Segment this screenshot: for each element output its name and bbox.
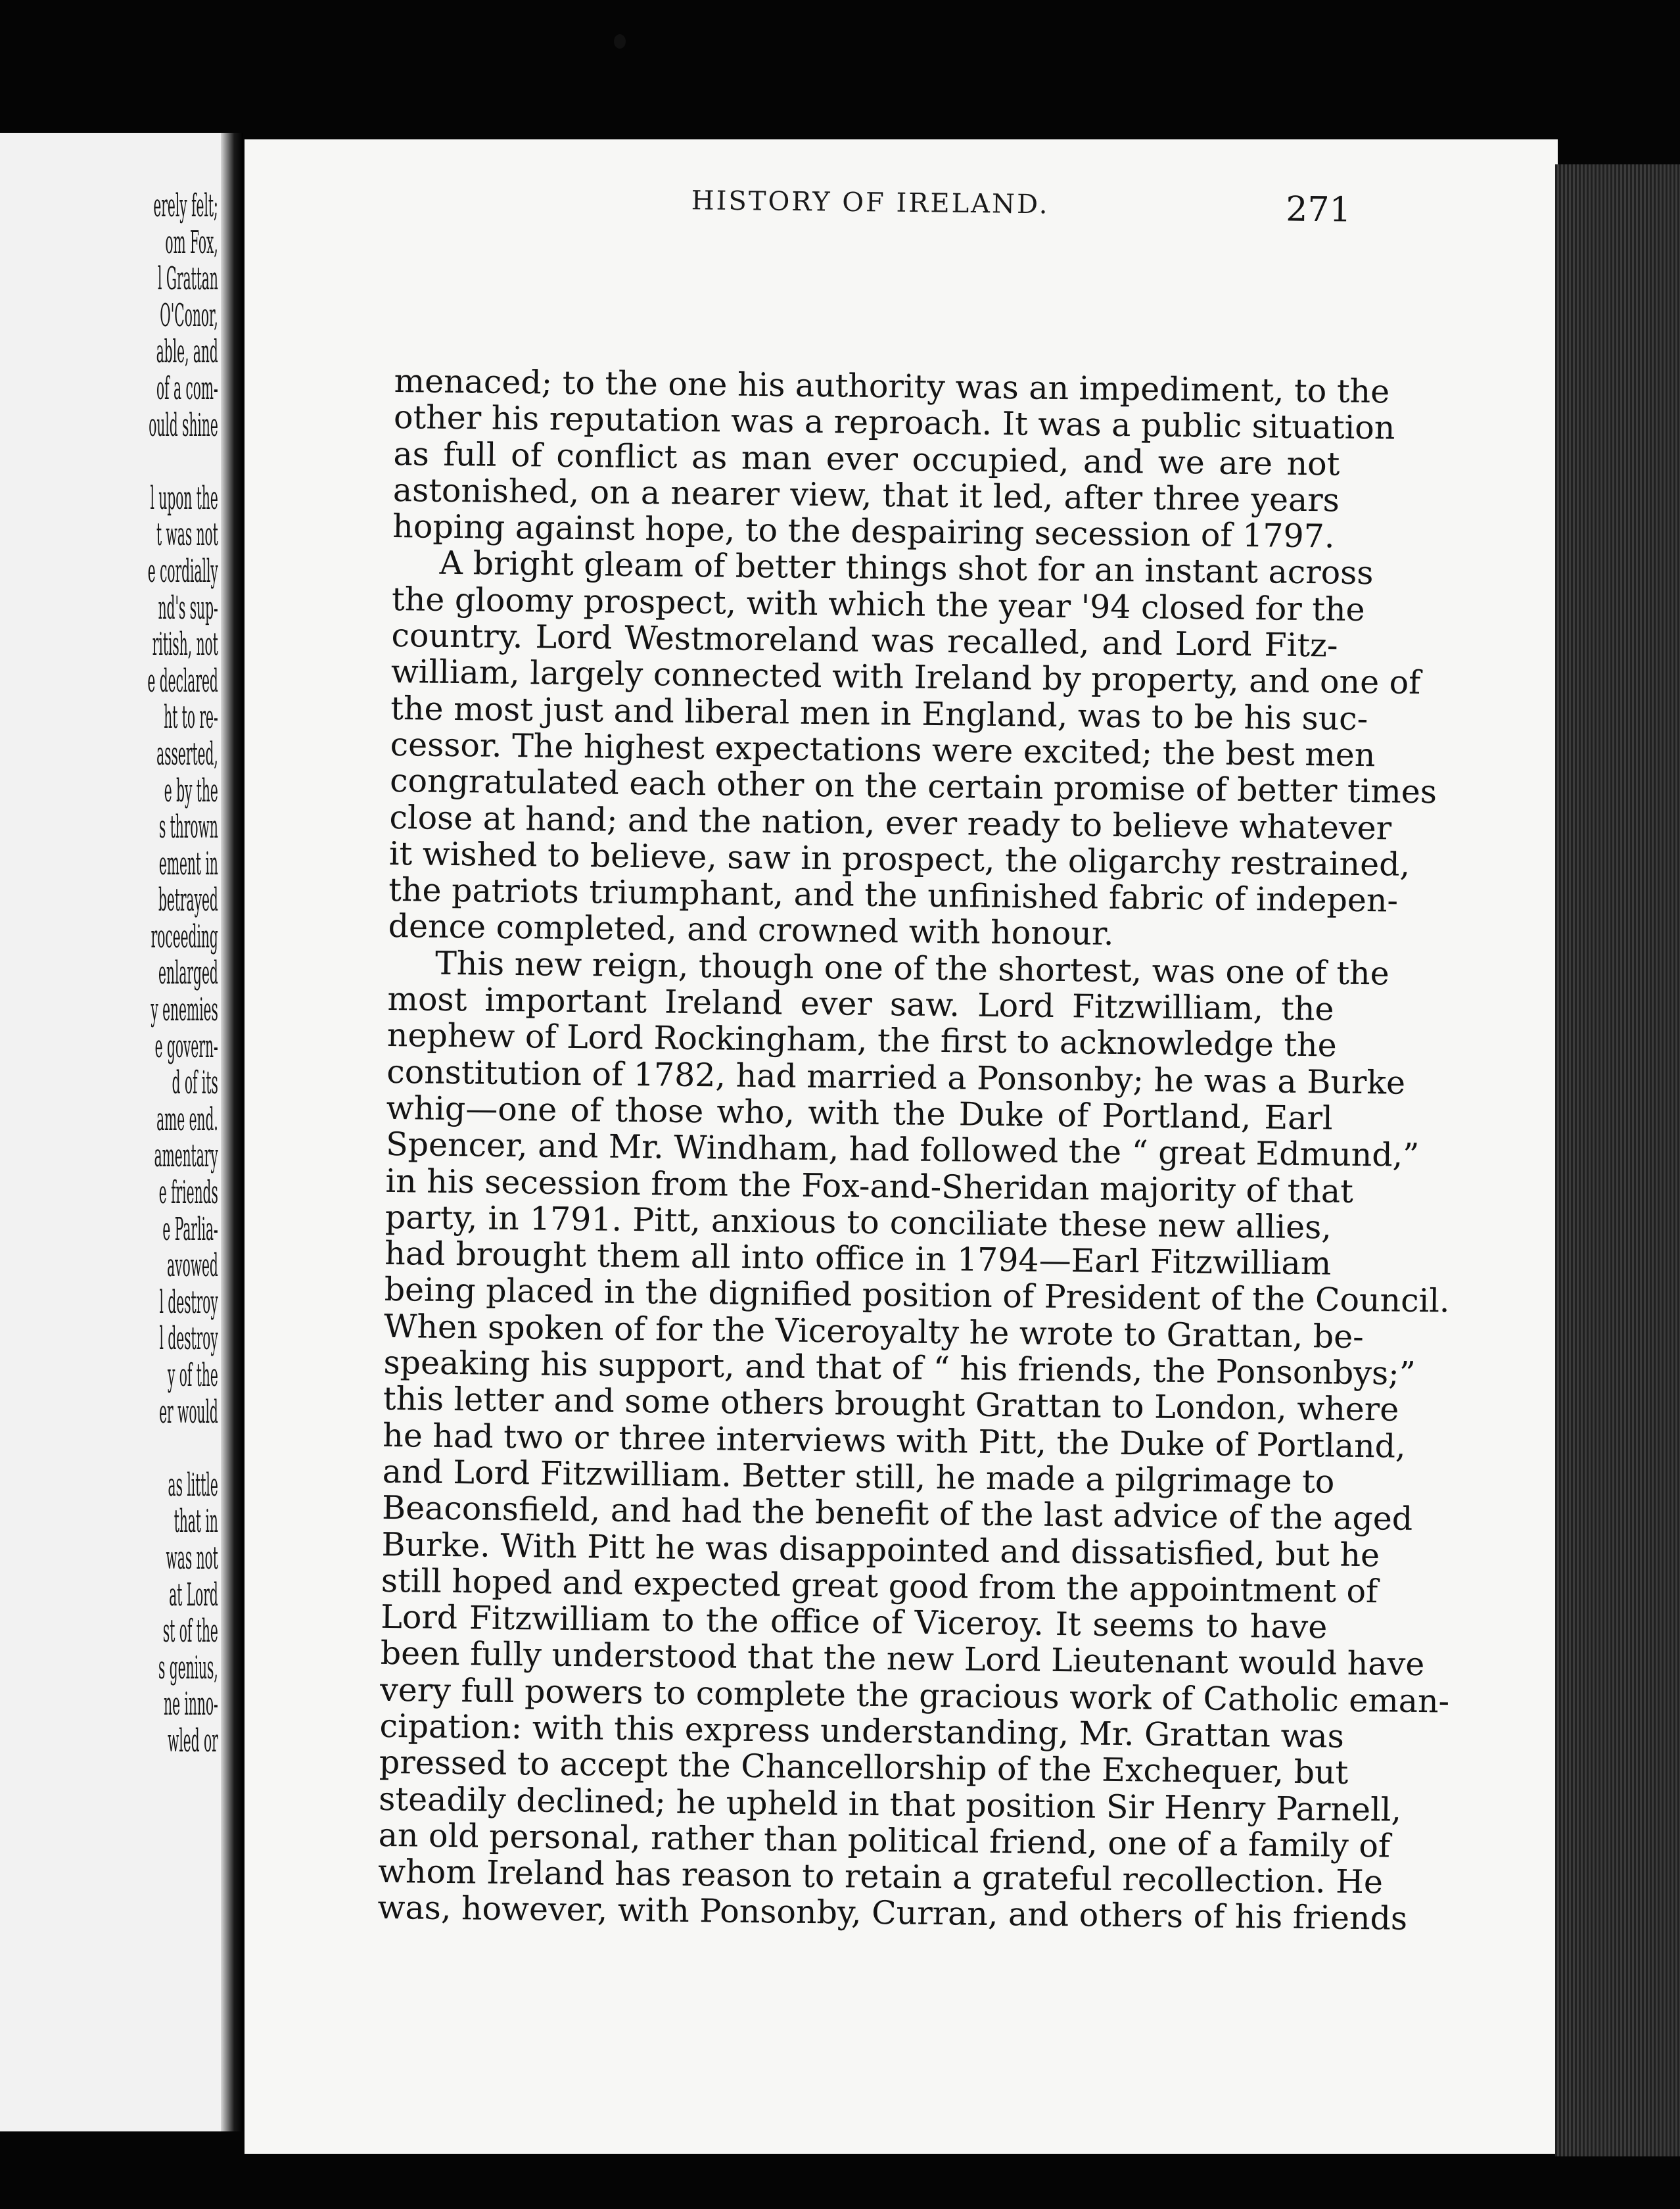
text-line: Burke. With Pitt he was disappointed and dissatisfied, but he bbox=[381, 1525, 1380, 1574]
left-page-line: enlarged bbox=[158, 955, 218, 992]
left-page-line bbox=[0, 1431, 218, 1467]
left-page-line: was not bbox=[166, 1539, 218, 1577]
left-page-line: ould shine bbox=[149, 406, 218, 444]
text-line: pressed to accept the Chancellorship of the Exchequer, but bbox=[379, 1744, 1349, 1792]
text-line: speaking his support, and that of “ his friends, the Ponsonbys;” bbox=[383, 1343, 1416, 1392]
left-page-line: amentary bbox=[154, 1137, 218, 1175]
text-line: country. Lord Westmoreland was recalled, and Lord Fitz- bbox=[391, 617, 1338, 665]
text-line: most important Ireland ever saw. Lord Fitzwilliam, the bbox=[387, 980, 1334, 1028]
text-line: it wished to believe, saw in prospect, the oligarchy restrained, bbox=[388, 834, 1411, 884]
left-page-line: t was not bbox=[156, 516, 218, 554]
text-line: Spencer, and Mr. Windham, had followed the “ great Edmund,” bbox=[385, 1126, 1420, 1175]
body-text bbox=[377, 362, 1450, 1938]
text-line: Lord Fitzwilliam to the office of Viceroy. It seems to have bbox=[381, 1598, 1328, 1646]
left-page-line: s thrown bbox=[158, 809, 218, 846]
text-line: was, however, with Ponsonby, Curran, and others of his friends bbox=[377, 1889, 1408, 1938]
left-page-line: O'Conor, bbox=[160, 297, 218, 334]
text-line: whig—one of those who, with the Duke of Portland, Earl bbox=[386, 1089, 1333, 1137]
page-number: 271 bbox=[1286, 189, 1351, 230]
left-page-line: d of its bbox=[172, 1064, 218, 1102]
text-line: congratulated each other on the certain promise of better times bbox=[389, 762, 1437, 811]
left-page-line: ht to re- bbox=[164, 699, 218, 736]
left-page-line: om Fox, bbox=[165, 224, 218, 261]
left-page-line: e cordially bbox=[147, 552, 218, 590]
left-page-line: wled or bbox=[168, 1722, 218, 1759]
text-line: dence completed, and crowned with honour. bbox=[388, 907, 1114, 953]
left-page-line: l destroy bbox=[159, 1320, 218, 1358]
text-line: steadily declined; he upheld in that position Sir Henry Parnell, bbox=[379, 1780, 1402, 1829]
text-line: being placed in the dignified position of President of the Council. bbox=[384, 1271, 1450, 1320]
left-page-line: l Grattan bbox=[157, 260, 218, 298]
text-line: been fully understood that the new Lord Lieutenant would have bbox=[380, 1634, 1425, 1684]
text-line: an old personal, rather than political friend, one of a family of bbox=[378, 1816, 1391, 1865]
left-page-line: s genius, bbox=[158, 1649, 218, 1686]
left-page-line: y enemies bbox=[151, 991, 218, 1029]
left-page-line: asserted, bbox=[156, 735, 218, 772]
text-line: Beaconsfield, and had the benefit of the last advice of the aged bbox=[381, 1489, 1413, 1538]
left-page-line: e govern- bbox=[154, 1028, 218, 1065]
text-line: A bright gleam of better things shot for an instant across bbox=[439, 544, 1374, 592]
left-page-line: e Parlia- bbox=[162, 1210, 218, 1248]
text-line: very full powers to complete the gracious work of Catholic eman- bbox=[379, 1671, 1450, 1721]
left-page-line: st of the bbox=[162, 1613, 218, 1650]
text-line: astonished, on a nearer view, that it led, after three years bbox=[392, 471, 1340, 519]
text-line: william, largely connected with Ireland by property, and one of bbox=[390, 653, 1421, 702]
left-page-line: er would bbox=[159, 1393, 218, 1431]
text-line: nephew of Lord Rockingham, the first to acknowledge the bbox=[386, 1016, 1337, 1064]
text-line: and Lord Fitzwilliam. Better still, he made a pilgrimage to bbox=[382, 1452, 1335, 1501]
running-title: HISTORY OF IRELAND. bbox=[691, 185, 1050, 220]
left-page-line: l upon the bbox=[150, 479, 218, 517]
left-page-line: of a com- bbox=[156, 369, 218, 407]
text-line: still hoped and expected great good from the appointment of bbox=[381, 1561, 1378, 1611]
text-line: cessor. The highest expectations were excited; the best men bbox=[390, 725, 1376, 774]
text-line: constitution of 1782, had married a Ponsonby; he was a Burke bbox=[386, 1053, 1406, 1102]
text-line: other his reputation was a reproach. It was a public situation bbox=[393, 398, 1395, 447]
left-page-line: nd's sup- bbox=[158, 589, 218, 627]
left-page-line: ritish, not bbox=[152, 626, 218, 663]
scan-speck bbox=[614, 34, 626, 49]
text-line: party, in 1791. Pitt, anxious to conciliate these new allies, bbox=[385, 1198, 1332, 1247]
text-line: had brought them all into office in 1794—Earl Fitzwilliam bbox=[385, 1235, 1332, 1283]
text-line: hoping against hope, to the despairing secession of 1797. bbox=[392, 508, 1335, 556]
left-page-line bbox=[0, 444, 218, 481]
left-page-line: roceeding bbox=[151, 918, 218, 955]
text-line: menaced; to the one his authority was an impediment, to the bbox=[394, 362, 1390, 411]
text-line: as full of conflict as man ever occupied, and we are not bbox=[393, 435, 1340, 483]
left-page-line: erely felt; bbox=[153, 187, 218, 224]
left-page-line: at Lord bbox=[169, 1576, 218, 1613]
text-line: in his secession from the Fox-and-Sheridan majority of that bbox=[385, 1162, 1354, 1210]
left-page-line: that in bbox=[174, 1503, 218, 1540]
text-line: the most just and liberal men in England, was to be his suc- bbox=[390, 689, 1368, 738]
text-line: the patriots triumphant, and the unfinished fabric of indepen- bbox=[388, 871, 1399, 920]
left-page-line: avowed bbox=[167, 1247, 218, 1285]
text-line: the gloomy prospect, with which the year '94 closed for the bbox=[391, 580, 1365, 629]
left-page-line: e declared bbox=[147, 662, 218, 700]
text-line: he had two or three interviews with Pitt, the Duke of Portland, bbox=[383, 1416, 1406, 1465]
left-page-line: as little bbox=[168, 1466, 218, 1504]
left-page-line: ame end. bbox=[156, 1101, 218, 1138]
text-line: close at hand; and the nation, ever ready to believe whatever bbox=[389, 798, 1392, 847]
text-line: This new reign, though one of the shortest, was one of the bbox=[434, 944, 1389, 993]
text-line: whom Ireland has reason to retain a grateful recollection. He bbox=[377, 1853, 1384, 1901]
left-page-line: e friends bbox=[158, 1174, 218, 1212]
text-line: this letter and some others brought Grattan to London, where bbox=[383, 1380, 1399, 1429]
left-page-line: able, and bbox=[156, 333, 218, 371]
book-edge bbox=[1555, 164, 1680, 2156]
left-page-line: betrayed bbox=[158, 882, 218, 919]
left-page-line: ement in bbox=[158, 845, 218, 882]
left-page-line: ne inno- bbox=[164, 1686, 218, 1723]
left-page-line: e by the bbox=[164, 772, 218, 809]
text-line: cipation: with this express understanding, Mr. Grattan was bbox=[379, 1707, 1345, 1755]
left-page-line: y of the bbox=[167, 1357, 218, 1394]
text-line: When spoken of for the Viceroyalty he wrote to Grattan, be- bbox=[383, 1307, 1365, 1356]
left-page-line: l destroy bbox=[159, 1283, 218, 1321]
